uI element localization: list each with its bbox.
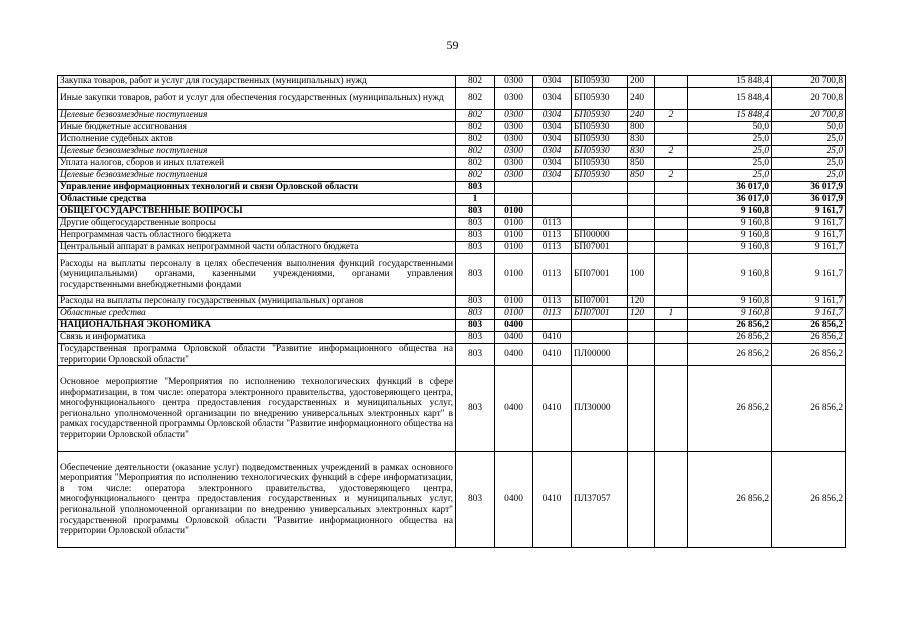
- row-rz: 0400: [495, 452, 533, 548]
- row-vr: [628, 230, 655, 242]
- row-amount-1: 26 856,2: [688, 320, 772, 332]
- row-rz: 0100: [495, 308, 533, 320]
- row-vr: [628, 320, 655, 332]
- row-amount-2: 9 161,7: [772, 308, 846, 320]
- row-amount-2: 26 856,2: [772, 320, 846, 332]
- row-csr: БП07001: [572, 242, 628, 254]
- row-rz: 0300: [495, 146, 533, 158]
- row-name: Закупка товаров, работ и услуг для государственных (муниципальных) нужд: [58, 76, 456, 88]
- row-amount-2: 25,0: [772, 146, 846, 158]
- row-vr: [628, 332, 655, 344]
- row-csr: [572, 182, 628, 194]
- row-pr: [533, 182, 572, 194]
- row-amount-1: 9 160,8: [688, 218, 772, 230]
- row-csr: БП00000: [572, 230, 628, 242]
- row-grbs: 803: [456, 332, 495, 344]
- row-src: [655, 230, 688, 242]
- row-amount-2: 26 856,2: [772, 332, 846, 344]
- row-vr: [628, 344, 655, 366]
- row-grbs: 802: [456, 170, 495, 182]
- row-rz: 0300: [495, 158, 533, 170]
- row-pr: 0304: [533, 146, 572, 158]
- row-csr: БП05930: [572, 122, 628, 134]
- row-csr: БП05930: [572, 110, 628, 122]
- table-row: [58, 296, 846, 308]
- row-grbs: 1: [456, 194, 495, 206]
- row-vr: [628, 194, 655, 206]
- row-amount-2: 9 161,7: [772, 254, 846, 296]
- row-pr: 0304: [533, 170, 572, 182]
- row-csr: ПЛ37057: [572, 452, 628, 548]
- row-name: Обеспечение деятельности (оказание услуг) подведомственных учреждений в рамках основного мероприятия "Мероприятия по исполнению технологических функций в сфере информатизации, в том числе: оператора электронного правительства, удостоверяющего центра, многофункционального центра предоставления государственных и муниципальных услуг, региональной уполномоченной организации по внедрению универсальных электронных карт" государственной программы Орловской области "Развитие информационного общества на территории Орловской области": [58, 452, 456, 548]
- row-src: 2: [655, 170, 688, 182]
- row-rz: 0300: [495, 134, 533, 146]
- row-amount-2: 9 161,7: [772, 296, 846, 308]
- row-amount-1: 26 856,2: [688, 452, 772, 548]
- row-amount-1: 9 160,8: [688, 296, 772, 308]
- row-src: [655, 122, 688, 134]
- row-pr: 0113: [533, 308, 572, 320]
- row-pr: [533, 320, 572, 332]
- table-row: [58, 158, 846, 170]
- row-amount-1: 26 856,2: [688, 366, 772, 452]
- row-csr: [572, 194, 628, 206]
- row-pr: 0113: [533, 254, 572, 296]
- row-amount-2: 36 017,9: [772, 194, 846, 206]
- row-name: Государственная программа Орловской области "Развитие информационного общества на территории Орловской области": [58, 344, 456, 366]
- row-grbs: 803: [456, 182, 495, 194]
- row-rz: 0100: [495, 242, 533, 254]
- row-amount-1: 36 017,0: [688, 182, 772, 194]
- row-csr: ПЛ30000: [572, 366, 628, 452]
- table-row: [58, 88, 846, 110]
- row-name: Основное мероприятие "Мероприятия по исполнению технологических функций в сфере информатизации, в том числе: оператора электронного правительства, удостоверяющего центра, многофункционального центра предоставления государственных и муниципальных услуг, регионально уполномоченной организации по внедрению универсальных электронных карт" в рамках государственной программы Орловской области "Развитие информационного общества на территории Орловской области": [58, 366, 456, 452]
- row-rz: 0300: [495, 122, 533, 134]
- row-amount-1: 15 848,4: [688, 110, 772, 122]
- row-csr: БП05930: [572, 88, 628, 110]
- table-row: [58, 308, 846, 320]
- row-csr: БП07001: [572, 296, 628, 308]
- table-row: [58, 110, 846, 122]
- row-grbs: 802: [456, 110, 495, 122]
- row-name: Другие общегосударственные вопросы: [58, 218, 456, 230]
- table-row: [58, 320, 846, 332]
- row-grbs: 803: [456, 320, 495, 332]
- row-amount-1: 26 856,2: [688, 332, 772, 344]
- row-amount-1: 25,0: [688, 146, 772, 158]
- row-pr: 0113: [533, 218, 572, 230]
- row-amount-1: 25,0: [688, 170, 772, 182]
- row-name: Непрограммная часть областного бюджета: [58, 230, 456, 242]
- row-amount-2: 25,0: [772, 158, 846, 170]
- row-csr: БП05930: [572, 158, 628, 170]
- row-vr: [628, 182, 655, 194]
- row-grbs: 803: [456, 242, 495, 254]
- row-src: [655, 366, 688, 452]
- row-amount-2: 20 700,8: [772, 88, 846, 110]
- row-rz: 0400: [495, 320, 533, 332]
- row-src: [655, 76, 688, 88]
- row-amount-1: 9 160,8: [688, 308, 772, 320]
- table-row: [58, 206, 846, 218]
- row-amount-1: 15 848,4: [688, 88, 772, 110]
- table-row: [58, 182, 846, 194]
- row-grbs: 803: [456, 230, 495, 242]
- row-amount-1: 9 160,8: [688, 254, 772, 296]
- row-grbs: 802: [456, 134, 495, 146]
- row-csr: БП05930: [572, 170, 628, 182]
- row-grbs: 802: [456, 122, 495, 134]
- row-vr: 120: [628, 296, 655, 308]
- row-amount-2: 9 161,7: [772, 218, 846, 230]
- row-name: Связь и информатика: [58, 332, 456, 344]
- row-pr: 0410: [533, 344, 572, 366]
- row-amount-1: 15 848,4: [688, 76, 772, 88]
- row-amount-2: 20 700,8: [772, 76, 846, 88]
- row-name: НАЦИОНАЛЬНАЯ ЭКОНОМИКА: [58, 320, 456, 332]
- row-src: [655, 218, 688, 230]
- row-vr: 200: [628, 76, 655, 88]
- table-row: [58, 194, 846, 206]
- row-name: Областные средства: [58, 194, 456, 206]
- row-pr: 0410: [533, 332, 572, 344]
- row-pr: 0410: [533, 366, 572, 452]
- page-number: 59: [446, 38, 459, 52]
- row-csr: БП05930: [572, 146, 628, 158]
- row-rz: 0300: [495, 76, 533, 88]
- row-pr: [533, 206, 572, 218]
- row-rz: 0100: [495, 230, 533, 242]
- row-name: Иные бюджетные ассигнования: [58, 122, 456, 134]
- row-src: [655, 194, 688, 206]
- row-rz: 0300: [495, 88, 533, 110]
- row-grbs: 802: [456, 88, 495, 110]
- row-vr: 120: [628, 308, 655, 320]
- row-amount-1: 25,0: [688, 158, 772, 170]
- row-amount-2: 50,0: [772, 122, 846, 134]
- row-rz: [495, 182, 533, 194]
- row-amount-2: 25,0: [772, 170, 846, 182]
- row-grbs: 803: [456, 344, 495, 366]
- row-amount-1: 9 160,8: [688, 206, 772, 218]
- row-amount-2: 26 856,2: [772, 452, 846, 548]
- row-csr: [572, 320, 628, 332]
- table-row: [58, 218, 846, 230]
- row-name: Целевые безвозмездные поступления: [58, 170, 456, 182]
- row-vr: [628, 218, 655, 230]
- row-rz: 0100: [495, 296, 533, 308]
- row-amount-1: 36 017,0: [688, 194, 772, 206]
- row-grbs: 802: [456, 146, 495, 158]
- budget-table: [57, 75, 846, 548]
- row-grbs: 803: [456, 218, 495, 230]
- table-row: [58, 332, 846, 344]
- row-amount-1: 25,0: [688, 134, 772, 146]
- row-name: Центральный аппарат в рамках непрограммной части областного бюджета: [58, 242, 456, 254]
- row-vr: 240: [628, 110, 655, 122]
- row-vr: [628, 452, 655, 548]
- row-vr: 830: [628, 134, 655, 146]
- row-name: Областные средства: [58, 308, 456, 320]
- row-pr: 0304: [533, 122, 572, 134]
- row-pr: 0113: [533, 296, 572, 308]
- row-src: [655, 182, 688, 194]
- row-csr: [572, 206, 628, 218]
- row-src: [655, 452, 688, 548]
- row-src: 1: [655, 308, 688, 320]
- row-rz: 0400: [495, 344, 533, 366]
- row-vr: 240: [628, 88, 655, 110]
- row-vr: 850: [628, 170, 655, 182]
- row-amount-2: 9 161,7: [772, 230, 846, 242]
- row-src: [655, 134, 688, 146]
- row-amount-2: 26 856,2: [772, 344, 846, 366]
- row-pr: 0410: [533, 452, 572, 548]
- row-name: Управление информационных технологий и связи Орловской области: [58, 182, 456, 194]
- row-src: [655, 242, 688, 254]
- row-src: [655, 320, 688, 332]
- table-row: [58, 254, 846, 296]
- row-vr: 830: [628, 146, 655, 158]
- row-pr: 0304: [533, 134, 572, 146]
- row-name: Иные закупки товаров, работ и услуг для обеспечения государственных (муниципальных) нужд: [58, 88, 456, 110]
- row-csr: [572, 332, 628, 344]
- row-grbs: 802: [456, 76, 495, 88]
- row-name: Целевые безвозмездные поступления: [58, 110, 456, 122]
- table-row: [58, 344, 846, 366]
- row-csr: БП05930: [572, 134, 628, 146]
- row-pr: [533, 194, 572, 206]
- row-pr: 0304: [533, 110, 572, 122]
- row-grbs: 803: [456, 308, 495, 320]
- row-vr: [628, 206, 655, 218]
- row-grbs: 802: [456, 158, 495, 170]
- table-row: [58, 170, 846, 182]
- table-row: [58, 76, 846, 88]
- table-row: [58, 230, 846, 242]
- row-amount-1: 9 160,8: [688, 230, 772, 242]
- row-amount-2: 20 700,8: [772, 110, 846, 122]
- row-grbs: 803: [456, 452, 495, 548]
- table-row: [58, 452, 846, 548]
- row-vr: [628, 242, 655, 254]
- row-csr: БП07001: [572, 308, 628, 320]
- row-name: Расходы на выплаты персоналу в целях обеспечения выполнения функций государственными (муниципальными) органами, казенными учреждениями, органами управления государственными внебюджетными фондами: [58, 254, 456, 296]
- row-src: [655, 296, 688, 308]
- row-rz: 0100: [495, 206, 533, 218]
- table-row: [58, 242, 846, 254]
- row-amount-2: 26 856,2: [772, 366, 846, 452]
- row-amount-2: 25,0: [772, 134, 846, 146]
- row-amount-2: 36 017,9: [772, 182, 846, 194]
- row-grbs: 803: [456, 254, 495, 296]
- row-vr: 100: [628, 254, 655, 296]
- row-rz: [495, 194, 533, 206]
- row-name: Уплата налогов, сборов и иных платежей: [58, 158, 456, 170]
- row-rz: 0300: [495, 170, 533, 182]
- row-name: Исполнение судебных актов: [58, 134, 456, 146]
- row-src: 2: [655, 146, 688, 158]
- table-row: [58, 122, 846, 134]
- row-grbs: 803: [456, 296, 495, 308]
- row-vr: 800: [628, 122, 655, 134]
- row-pr: 0304: [533, 88, 572, 110]
- row-pr: 0113: [533, 242, 572, 254]
- row-csr: БП07001: [572, 254, 628, 296]
- row-rz: 0400: [495, 332, 533, 344]
- row-src: [655, 206, 688, 218]
- row-csr: ПЛ00000: [572, 344, 628, 366]
- row-amount-2: 9 161,7: [772, 206, 846, 218]
- row-grbs: 803: [456, 366, 495, 452]
- row-vr: [628, 366, 655, 452]
- row-pr: 0304: [533, 76, 572, 88]
- row-name: ОБЩЕГОСУДАРСТВЕННЫЕ ВОПРОСЫ: [58, 206, 456, 218]
- row-csr: [572, 218, 628, 230]
- row-src: [655, 158, 688, 170]
- row-amount-1: 50,0: [688, 122, 772, 134]
- row-grbs: 803: [456, 206, 495, 218]
- row-src: [655, 254, 688, 296]
- row-rz: 0100: [495, 218, 533, 230]
- row-name: Расходы на выплаты персоналу государственных (муниципальных) органов: [58, 296, 456, 308]
- table-row: [58, 134, 846, 146]
- table-row: [58, 146, 846, 158]
- table-row: [58, 366, 846, 452]
- row-rz: 0100: [495, 254, 533, 296]
- row-rz: 0400: [495, 366, 533, 452]
- row-csr: БП05930: [572, 76, 628, 88]
- row-amount-1: 9 160,8: [688, 242, 772, 254]
- row-pr: 0113: [533, 230, 572, 242]
- row-src: [655, 332, 688, 344]
- row-amount-2: 9 161,7: [772, 242, 846, 254]
- row-amount-1: 26 856,2: [688, 344, 772, 366]
- row-vr: 850: [628, 158, 655, 170]
- row-src: [655, 88, 688, 110]
- row-name: Целевые безвозмездные поступления: [58, 146, 456, 158]
- row-pr: 0304: [533, 158, 572, 170]
- row-rz: 0300: [495, 110, 533, 122]
- row-src: 2: [655, 110, 688, 122]
- row-src: [655, 344, 688, 366]
